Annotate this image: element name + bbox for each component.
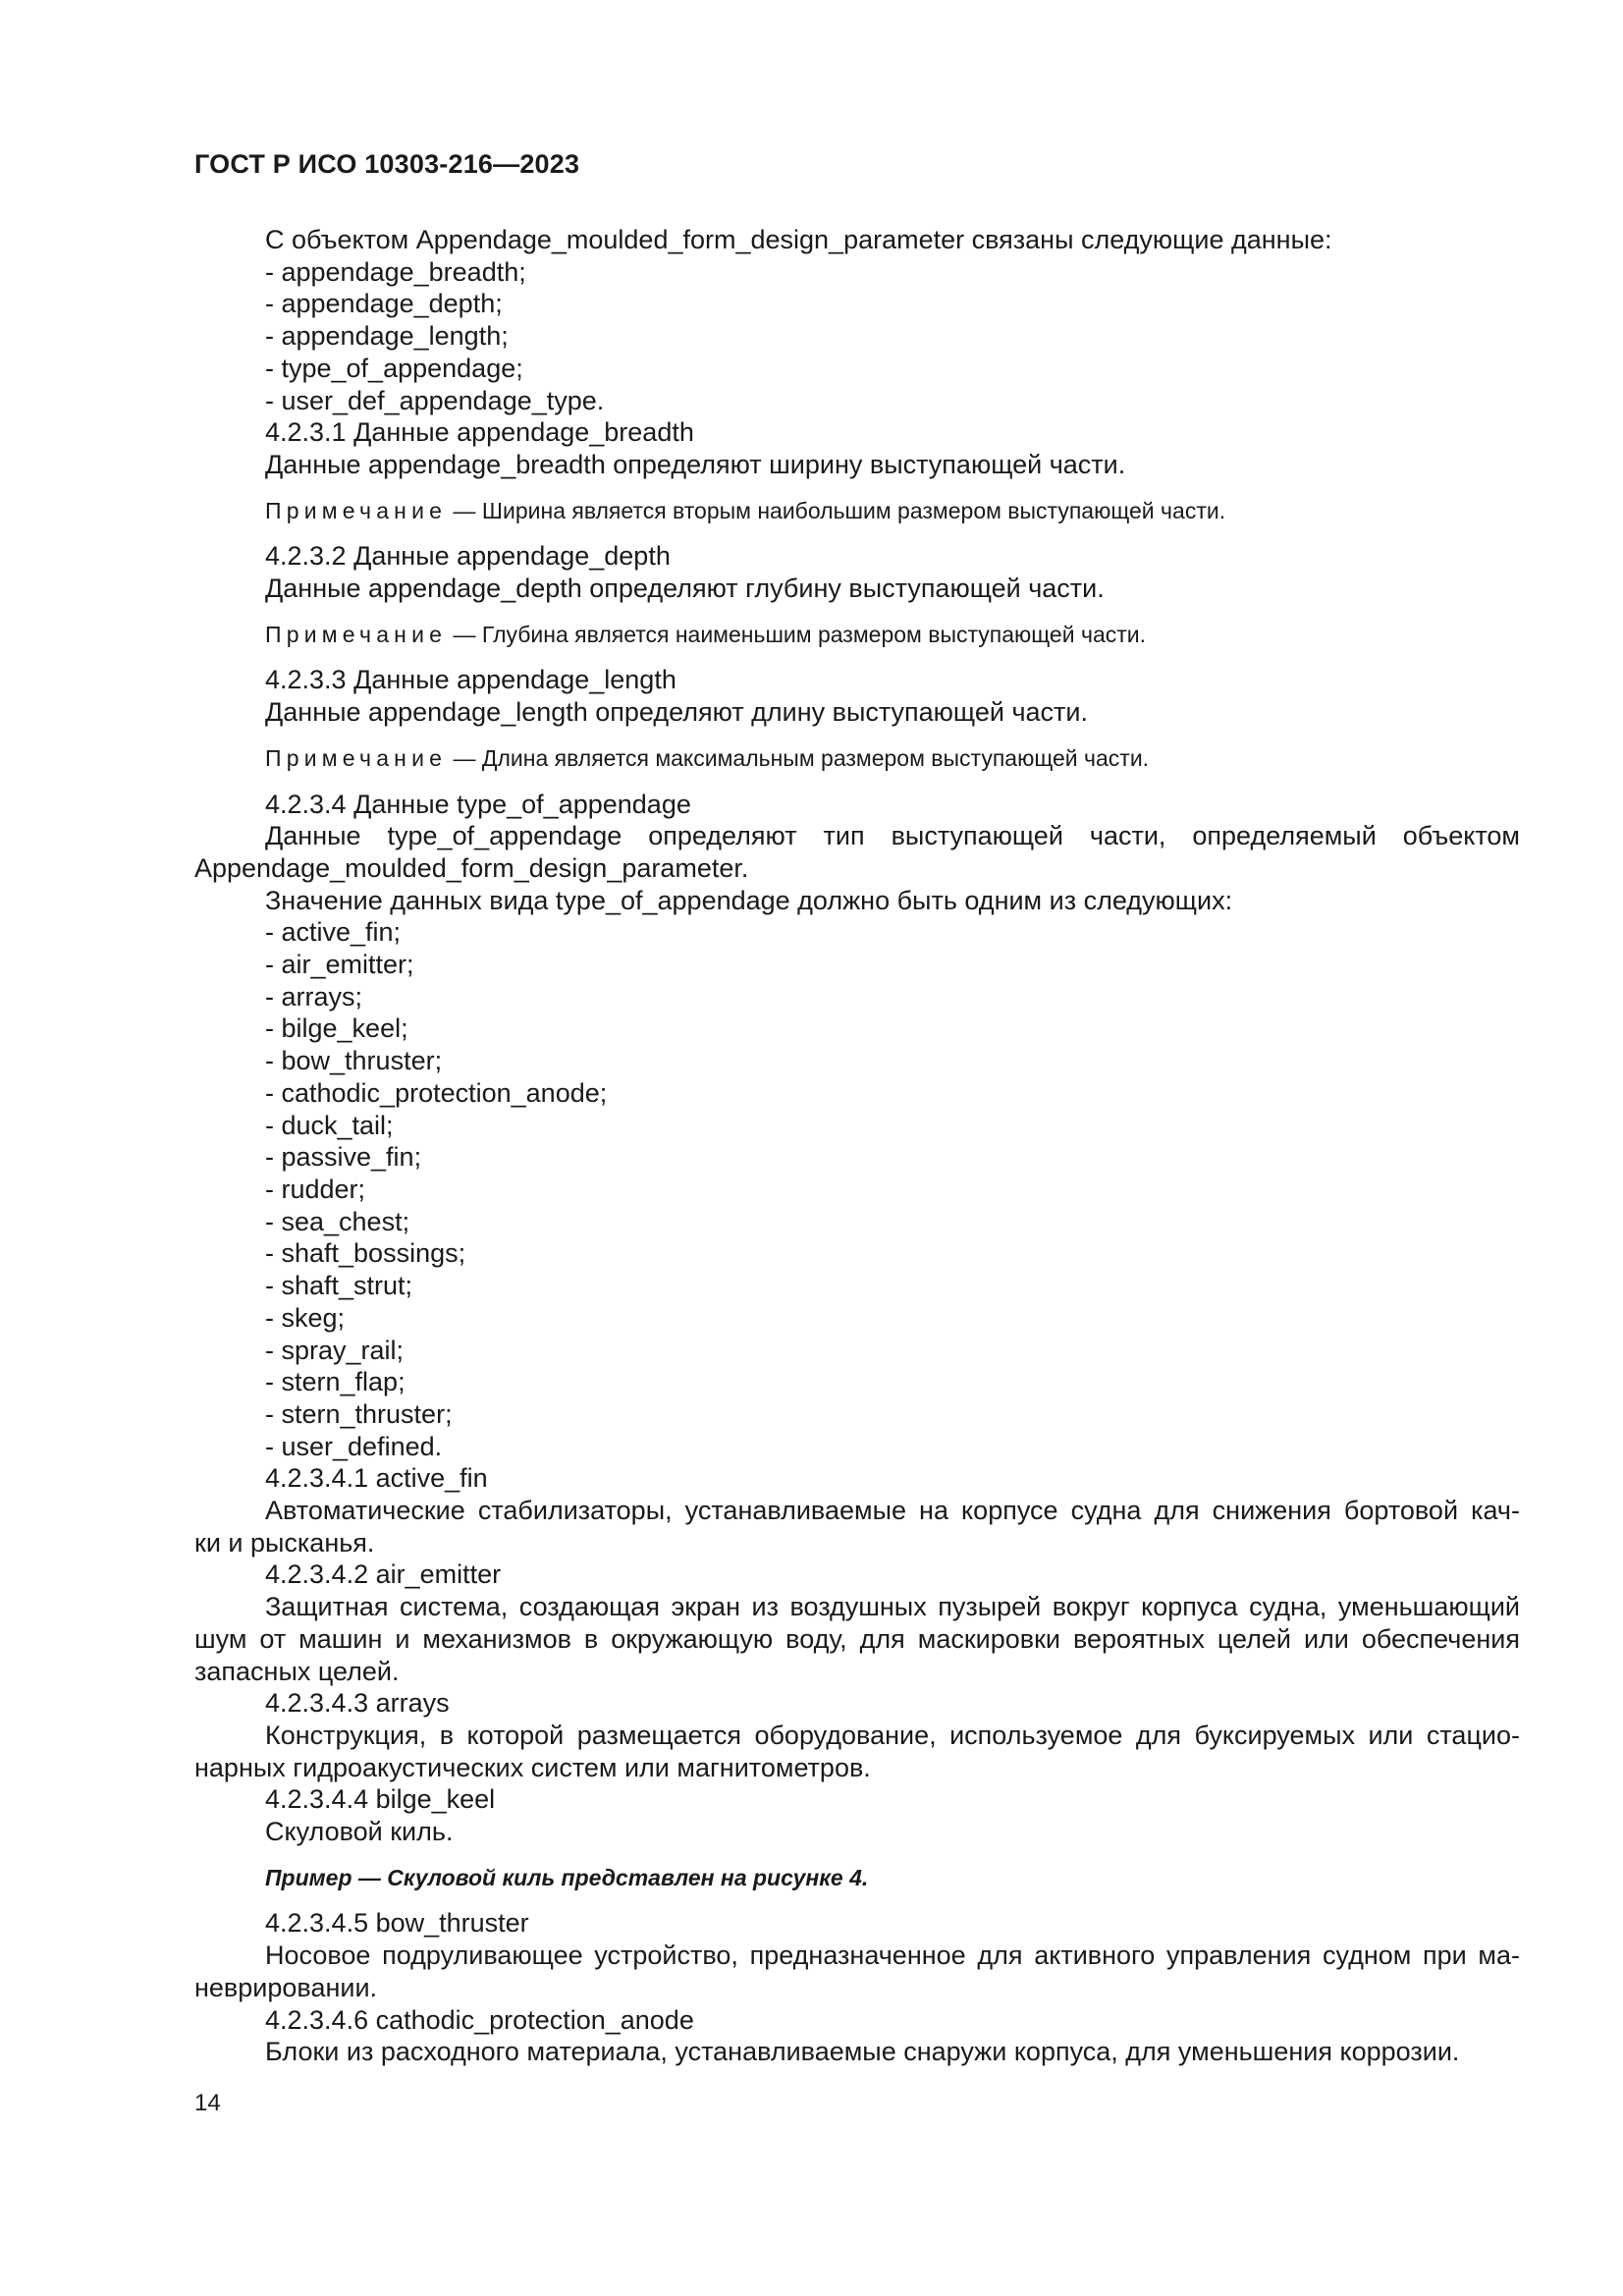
section-heading: 4.2.3.2 Данные appendage_depth [265,541,671,572]
note-text: — Ширина является вторым наибольшим размером выступающей части. [447,497,1226,523]
value-item: - duck_tail; [265,1110,394,1140]
section-heading: 4.2.3.4.5 bow_thruster [265,1908,529,1939]
note-text: — Длина является максимальным размером выступающей части. [447,744,1150,771]
text-line: нарных гидроакустических систем или магнитометров. [194,1752,871,1782]
value-item: - user_defined. [265,1431,443,1461]
text-line: Конструкция, в которой размещается оборудование, используемое для буксируемых или стацио- [265,1720,1520,1750]
text-line: Носовое подруливающее устройство, предназначенное для активного управления судном при ма- [265,1941,1520,1971]
section-text [194,1940,1520,2003]
note [194,495,1520,527]
value-item: - bilge_keel; [265,1013,408,1044]
section-text: Данные appendage_depth определяют глубину выступающей части. [265,574,1105,604]
note-label: Примечание [265,744,448,771]
intro-item: - user_def_appendage_type. [265,385,605,415]
value-item: - rudder; [265,1174,366,1204]
value-item: - cathodic_protection_anode; [265,1077,608,1108]
page-body [194,224,1520,2068]
section-heading: 4.2.3.3 Данные appendage_length [265,665,676,695]
section-text: Скуловой киль. [265,1817,454,1847]
value-item: - spray_rail; [265,1335,405,1365]
value-item: - active_fin; [265,917,402,948]
section-text: Данные appendage_length определяют длину выступающей части. [265,697,1088,728]
value-item: - skeg; [265,1302,346,1333]
section-text: Блоки из расходного материала, устанавливаемые снаружи корпуса, для уменьшения коррозии. [265,2037,1460,2067]
intro-lead: С объектом Appendage_moulded_form_design_parameter связаны следующие данные: [265,225,1332,254]
note-label: Примечание [265,497,448,523]
section-text [194,1720,1520,1783]
value-item: - sea_chest; [265,1206,410,1236]
value-item: - bow_thruster; [265,1046,443,1076]
value-item: - air_emitter; [265,950,414,980]
section-heading: 4.2.3.4 Данные type_of_appendage [265,789,691,819]
section-text [194,820,1520,884]
section-text [194,1495,1520,1558]
intro-item: - appendage_length; [265,321,509,352]
value-item: - shaft_strut; [265,1271,413,1301]
value-item: - stern_flap; [265,1367,406,1397]
value-item: - stern_thruster; [265,1398,453,1429]
section-heading: 4.2.3.4.2 air_emitter [265,1559,502,1590]
note [194,742,1520,775]
example: Пример — Скуловой киль представлен на рисунке 4. [265,1864,869,1890]
section-text [194,1591,1520,1687]
text-line: Защитная система, создающая экран из воздушных пузырей вокруг корпуса судна, уменьшающий [265,1592,1520,1622]
text-line: неврировании. [194,1972,378,2002]
document-header: ГОСТ Р ИСО 10303-216—2023 [194,149,580,179]
value-item: - passive_fin; [265,1142,422,1173]
value-item: - arrays; [265,981,363,1011]
section-heading: 4.2.3.4.1 active_fin [265,1463,488,1494]
note-text: — Глубина является наименьшим размером выступающей части. [447,621,1147,647]
note-label: Примечание [265,621,448,647]
text-line: шум от машин и механизмов в окружающую воду, для маскировки вероятных целей или обеспечения [194,1623,1520,1654]
values-lead: Значение данных вида type_of_appendage должно быть одним из следующих: [265,885,1233,915]
intro-item: - type_of_appendage; [265,353,523,383]
text-line: Appendage_moulded_form_design_parameter. [194,852,749,883]
text-line: Автоматические стабилизаторы, устанавливаемые на корпусе судна для снижения бортовой кач- [265,1496,1520,1526]
section-heading: 4.2.3.1 Данные appendage_breadth [265,417,694,448]
section-heading: 4.2.3.4.4 bilge_keel [265,1784,496,1815]
page-number: 14 [194,2090,221,2116]
section-heading: 4.2.3.4.6 cathodic_protection_anode [265,2004,694,2035]
text-line: ки и рысканья. [194,1527,375,1558]
value-item: - shaft_bossings; [265,1238,466,1269]
intro-item: - appendage_depth; [265,289,503,319]
section-text: Данные appendage_breadth определяют ширину выступающей части. [265,449,1126,479]
note [194,619,1520,651]
text-line: запасных целей. [194,1656,400,1686]
section-heading: 4.2.3.4.3 arrays [265,1688,450,1719]
text-line: Данные type_of_appendage определяют тип выступающей части, определяемый объектом [265,821,1520,851]
intro-item: - appendage_breadth; [265,256,526,287]
